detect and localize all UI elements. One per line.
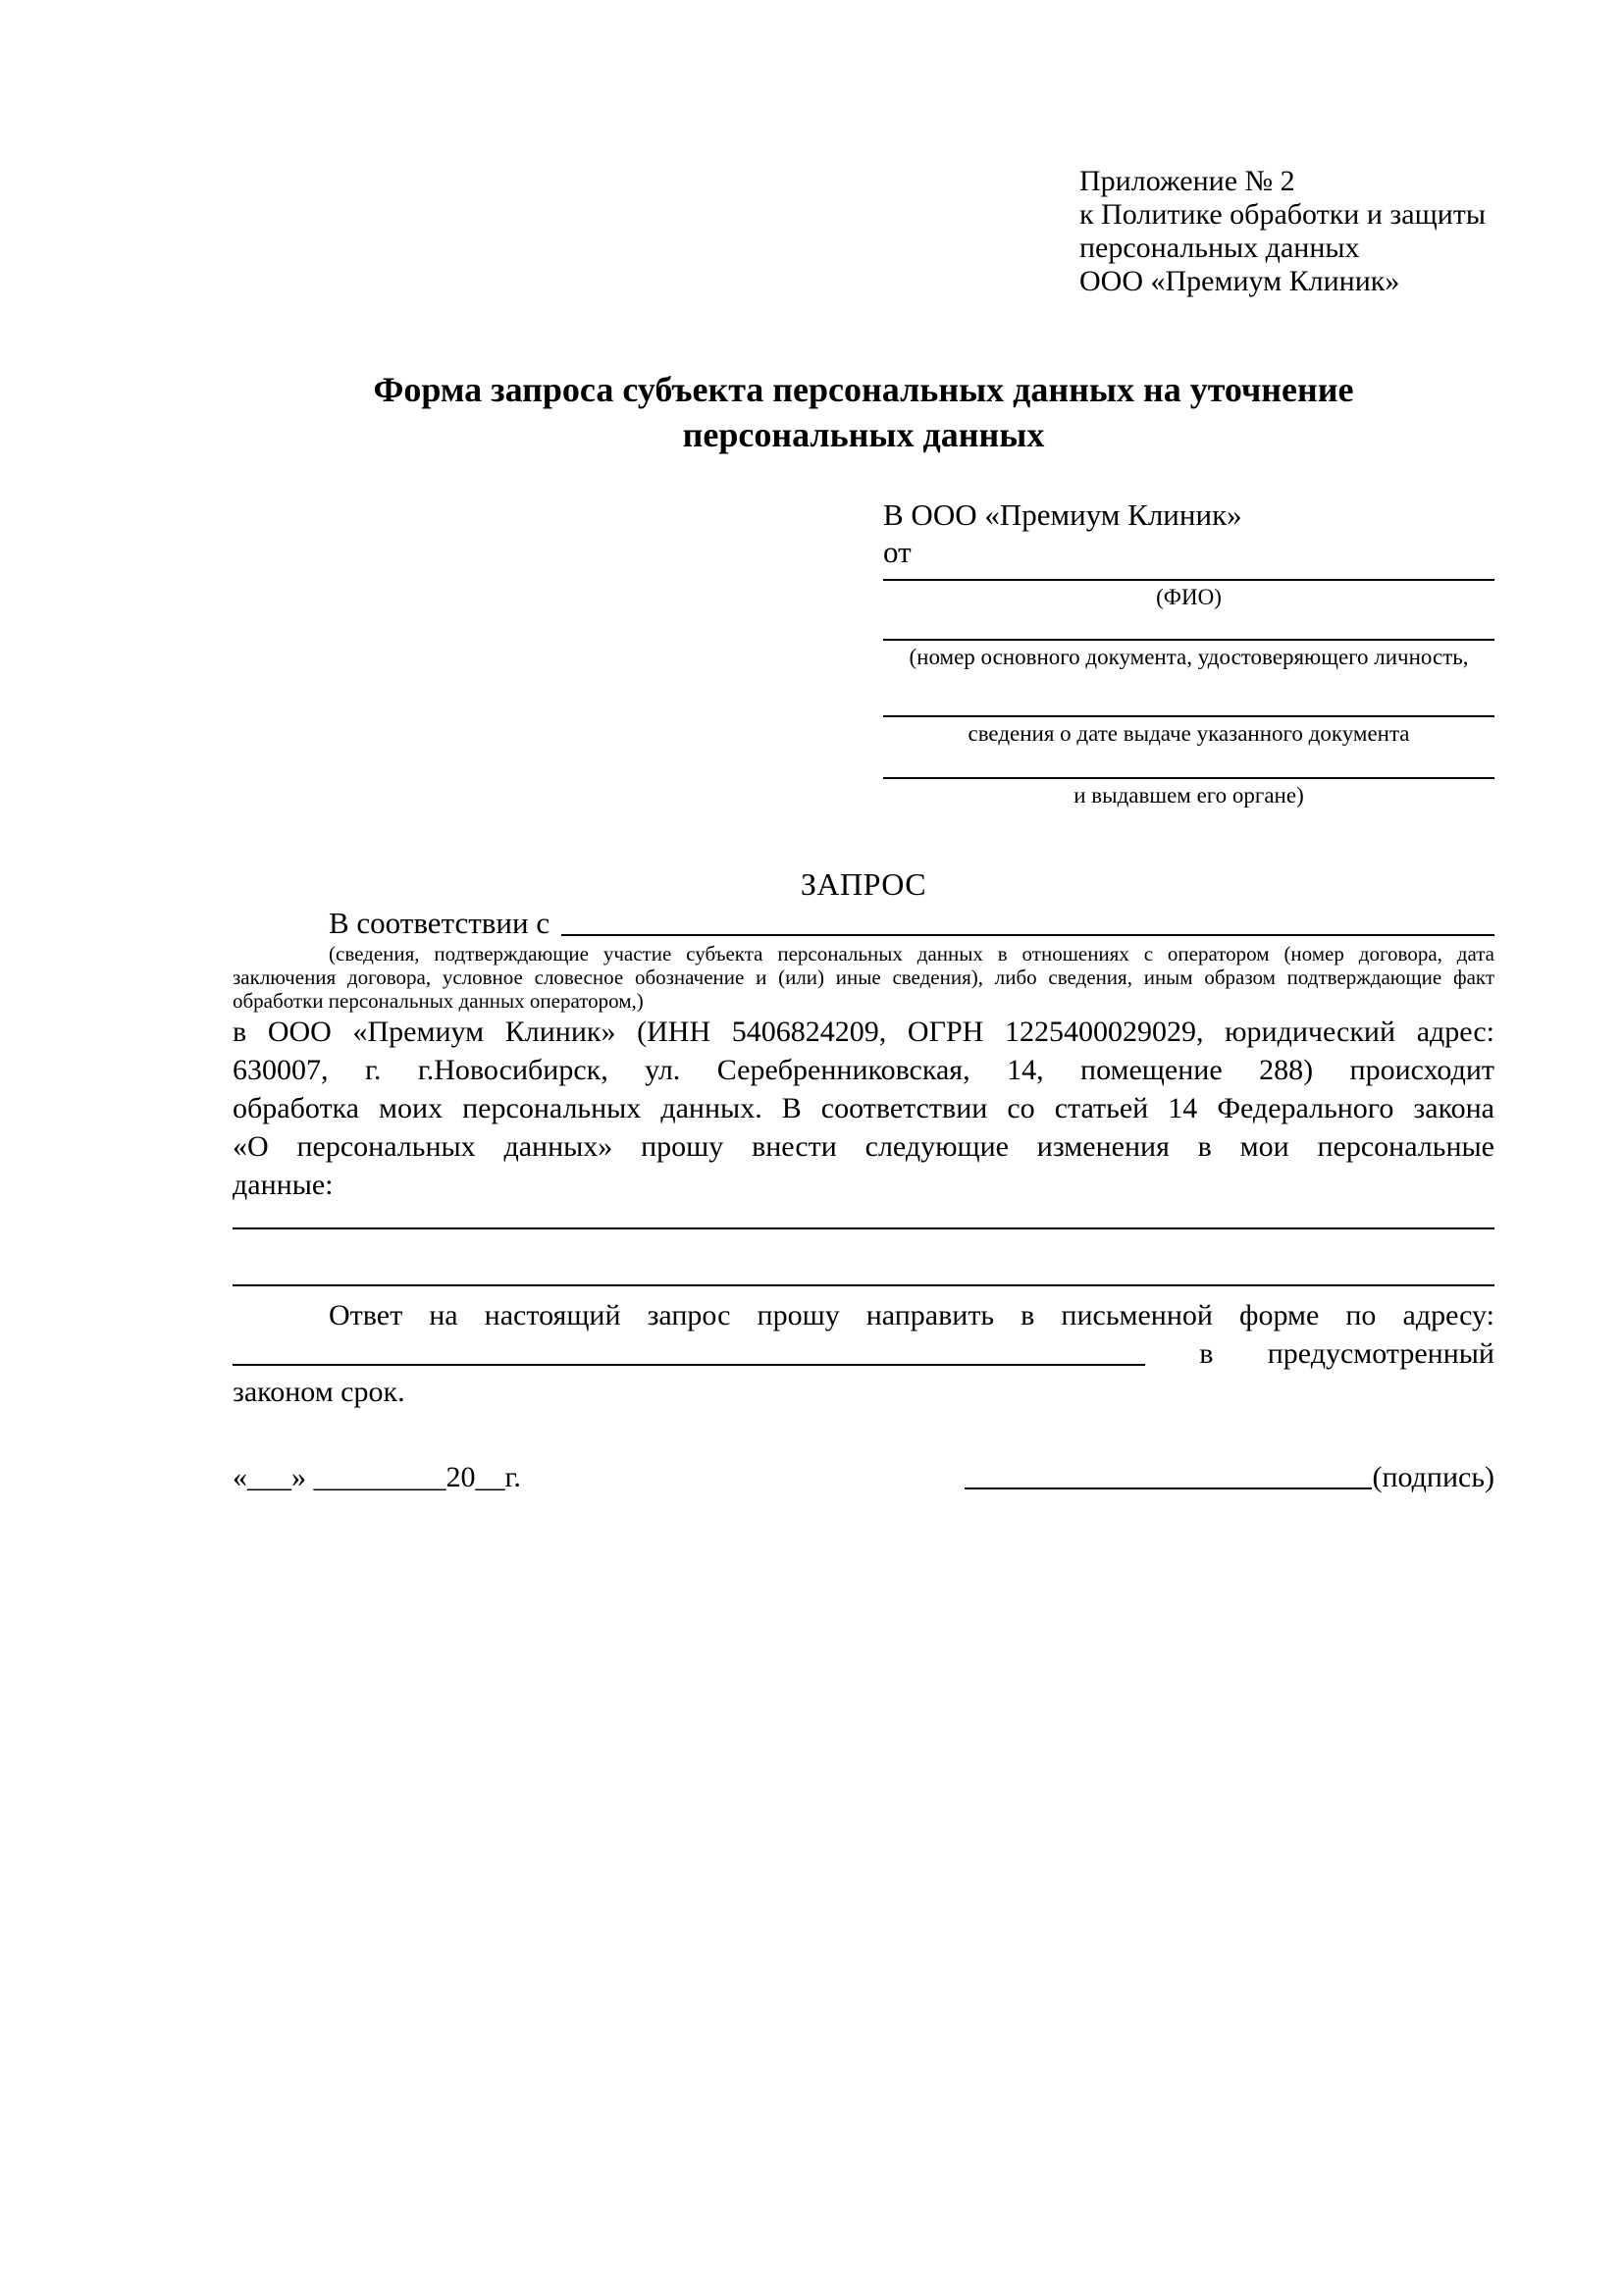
- answer-continuation-word-2: предусмотренный: [1267, 1337, 1494, 1370]
- request-body-line: «О персональных данных» прошу внести следующие изменения в мои персональные: [233, 1130, 1494, 1163]
- signature-blank-line: [965, 1487, 1372, 1489]
- signature-area: [965, 1458, 1494, 1496]
- annex-block: [1079, 165, 1494, 298]
- accordance-blank-line: [561, 904, 1494, 936]
- document-number-caption: (номер основного документа, удостоверяющего личность,: [909, 645, 1469, 669]
- issue-date-caption: сведения о дате выдаче указанного документа: [968, 721, 1410, 746]
- answer-closing-line: законом срок.: [233, 1376, 405, 1408]
- fio-blank-line: [883, 579, 1494, 581]
- issuer-field: [883, 777, 1494, 809]
- issuer-blank-line: [883, 777, 1494, 779]
- fio-caption: (ФИО): [1156, 585, 1222, 609]
- document-number-blank-line: [883, 639, 1494, 641]
- fine-print-block: [233, 942, 1494, 1013]
- changes-blank-line-2: [233, 1284, 1494, 1286]
- request-heading: ЗАПРОС: [800, 866, 927, 902]
- request-body: [233, 1013, 1494, 1204]
- issue-date-blank-line: [883, 715, 1494, 717]
- accordance-label: В соответствии с: [329, 906, 550, 940]
- issue-date-field: [883, 715, 1494, 748]
- addressee-from-label: от: [883, 535, 912, 569]
- date-line: «___» _________20__г.: [233, 1461, 521, 1493]
- address-blank-line: [233, 1364, 1145, 1366]
- annex-line: ООО «Премиум Клиник»: [1079, 265, 1400, 297]
- changes-blank-line-1: [233, 1227, 1494, 1229]
- answer-address-row: [233, 1334, 1494, 1373]
- answer-line: Ответ на настоящий запрос прошу направить в письменной форме по адресу:: [329, 1299, 1494, 1331]
- request-body-line: обработка моих персональных данных. В соответствии со статьей 14 Федерального закона: [233, 1092, 1494, 1124]
- annex-line: к Политике обработки и защиты: [1079, 198, 1487, 231]
- annex-line: Приложение № 2: [1079, 165, 1295, 197]
- document-title: Форма запроса субъекта персональных данных на уточнение персональных данных: [373, 370, 1354, 454]
- signature-caption: (подпись): [1372, 1461, 1494, 1493]
- addressee-block: [883, 496, 1494, 809]
- date-signature-row: [233, 1458, 1494, 1496]
- fine-print-line: (сведения, подтверждающие участие субъекта персональных данных в отношениях с оператором (номер договора, дата: [329, 942, 1494, 965]
- accordance-line: [233, 904, 1494, 942]
- fine-print-line: обработки персональных данных оператором,): [233, 989, 644, 1013]
- fine-print-line: заключения договора, условное словесное обозначение и (или) иные сведения), либо сведения, иным образом подтверждающие факт: [233, 965, 1494, 989]
- issuer-caption: и выдавшем его органе): [1073, 783, 1304, 808]
- addressee-organization: В ООО «Премиум Клиник»: [883, 497, 1242, 532]
- annex-line: персональных данных: [1079, 232, 1360, 264]
- answer-continuation-word-1: в: [1199, 1337, 1214, 1370]
- request-body-line: данные:: [233, 1169, 334, 1201]
- document-number-field: [883, 639, 1494, 671]
- fio-field: [883, 579, 1494, 611]
- request-body-line: в ООО «Премиум Клиник» (ИНН 5406824209, ОГРН 1225400029029, юридический адрес:: [233, 1016, 1494, 1048]
- request-body-line: 630007, г. г.Новосибирск, ул. Серебренниковская, 14, помещение 288) происходит: [233, 1054, 1494, 1086]
